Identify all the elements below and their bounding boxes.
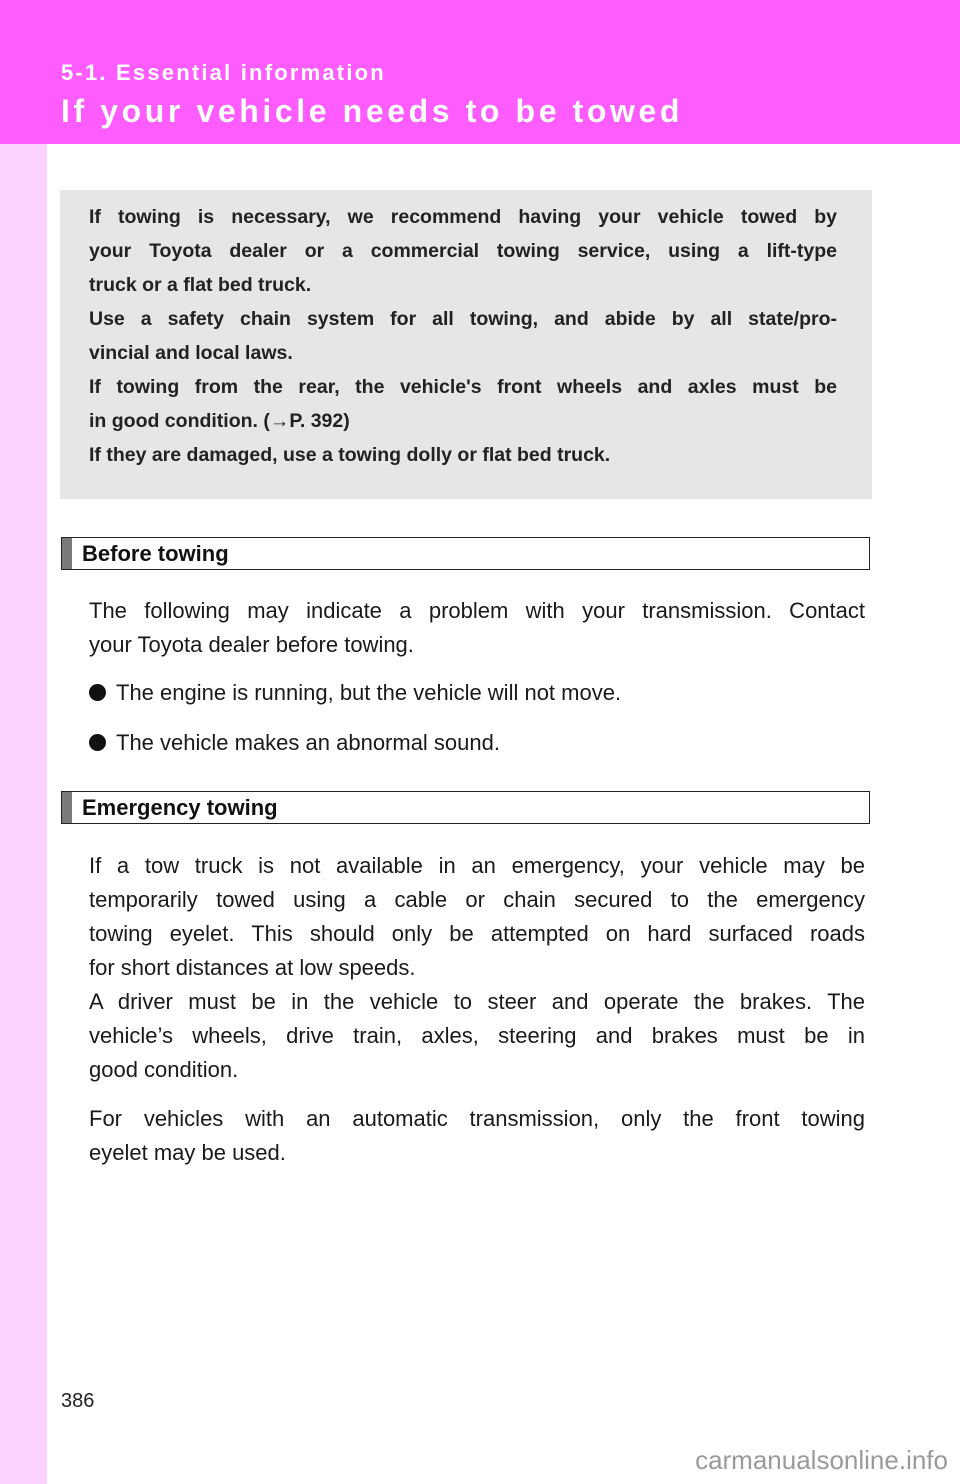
- body-line: eyelet may be used.: [89, 1140, 286, 1165]
- arrow-right-icon: →: [269, 410, 290, 432]
- body-line: your Toyota dealer before towing.: [89, 632, 414, 657]
- bullet-icon: [89, 734, 106, 751]
- intro-line: your Toyota dealer or a commercial towing service, using a lift-type: [89, 240, 837, 262]
- body-line: good condition.: [89, 1057, 239, 1082]
- heading-stripe: [62, 792, 72, 823]
- bullet-icon: [89, 684, 106, 701]
- page-title: If your vehicle needs to be towed: [61, 93, 684, 129]
- page-number: 386: [61, 1390, 95, 1412]
- heading-stripe: [62, 538, 72, 569]
- intro-line-with-reference: [89, 410, 837, 433]
- watermark: carmanualsonline.info: [695, 1445, 948, 1475]
- bullet-item: [89, 730, 500, 756]
- body-line: If a tow truck is not available in an emergency, your vehicle may be: [89, 853, 865, 878]
- bullet-text: The vehicle makes an abnormal sound.: [116, 730, 500, 755]
- body-line: for short distances at low speeds.: [89, 955, 416, 980]
- body-line: vehicle’s wheels, drive train, axles, steering and brakes must be in: [89, 1023, 865, 1048]
- bullet-text: The engine is running, but the vehicle will not move.: [116, 680, 622, 705]
- body-line: The following may indicate a problem with your transmission. Contact: [89, 598, 865, 623]
- heading-text: Before towing: [82, 541, 229, 566]
- page-header: [0, 0, 960, 144]
- emergency-towing-heading: [61, 791, 870, 824]
- side-margin-bar: [0, 0, 47, 1484]
- intro-line-text: in good condition. (: [89, 410, 270, 432]
- intro-box: [60, 190, 872, 499]
- bullet-item: [89, 680, 621, 706]
- intro-line: Use a safety chain system for all towing, and abide by all state/pro-: [89, 308, 837, 330]
- intro-line: truck or a flat bed truck.: [89, 274, 312, 296]
- intro-line: If they are damaged, use a towing dolly or flat bed truck.: [89, 444, 611, 466]
- intro-line: vincial and local laws.: [89, 342, 293, 364]
- intro-line: If towing is necessary, we recommend having your vehicle towed by: [89, 206, 837, 228]
- before-towing-heading: [61, 537, 870, 570]
- body-line: towing eyelet. This should only be attempted on hard surfaced roads: [89, 921, 865, 946]
- body-line: temporarily towed using a cable or chain secured to the emergency: [89, 887, 865, 912]
- heading-text: Emergency towing: [82, 795, 278, 820]
- page-reference-link[interactable]: P. 392): [289, 410, 350, 432]
- intro-line: If towing from the rear, the vehicle's front wheels and axles must be: [89, 376, 837, 398]
- section-label: 5-1. Essential information: [61, 60, 386, 85]
- body-line: A driver must be in the vehicle to steer and operate the brakes. The: [89, 989, 865, 1014]
- body-line: For vehicles with an automatic transmission, only the front towing: [89, 1106, 865, 1131]
